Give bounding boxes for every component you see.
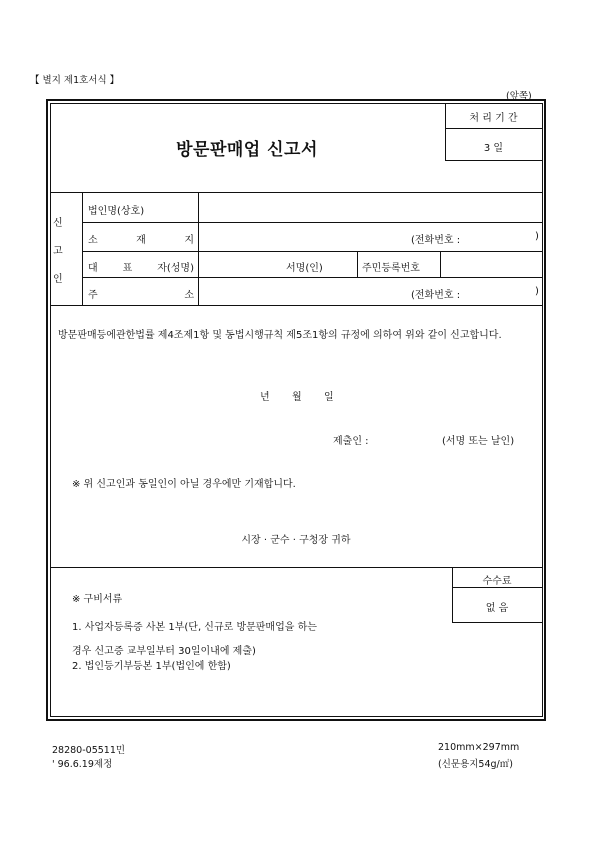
declaration-text: 방문판매등에관한법률 제4조제1항 및 동법시행규칙 제5조1항의 규정에 의하여 위와 같이 신고합니다. bbox=[58, 330, 502, 341]
form-code: 28280-05511민 bbox=[52, 745, 126, 756]
reporter-group-char-1: 신 bbox=[53, 218, 63, 229]
reporter-row-rule-2 bbox=[82, 251, 542, 252]
date-year-char: 년 bbox=[260, 392, 270, 403]
required-documents-heading: ※ 구비서류 bbox=[72, 594, 123, 605]
inner-border-right bbox=[542, 103, 543, 717]
enactment-date: ' 96.6.19제정 bbox=[52, 759, 113, 770]
paper-size: 210mm×297mm bbox=[438, 742, 520, 753]
form-number-tag: 【 별지 제1호서식 】 bbox=[30, 75, 120, 86]
resident-no-divider bbox=[440, 251, 441, 277]
address-label-char-1: 주 bbox=[88, 290, 98, 301]
reporter-table-top bbox=[50, 192, 542, 193]
processing-box-bottom bbox=[445, 160, 542, 161]
representative-label-char-2: 표 bbox=[122, 263, 133, 274]
reporter-label-divider bbox=[198, 192, 199, 305]
fee-box-rule bbox=[452, 587, 542, 588]
reporter-table-bottom bbox=[50, 305, 542, 306]
page-side-label: (앞쪽) bbox=[506, 91, 532, 102]
inner-border-left bbox=[50, 103, 51, 717]
signature-divider bbox=[357, 251, 358, 277]
processing-box-rule bbox=[445, 128, 542, 129]
date-day-char: 일 bbox=[324, 392, 334, 403]
inner-border-bottom bbox=[50, 716, 542, 717]
fee-label: 수수료 bbox=[482, 576, 512, 587]
reporter-note: ※ 위 신고인과 동일인이 아닐 경우에만 기재합니다. bbox=[72, 479, 296, 490]
form-title: 방문판매업 신고서 bbox=[176, 140, 318, 160]
required-document-1-line-2: 경우 신고증 교부일부터 30일이내에 제출) bbox=[72, 646, 256, 657]
reporter-group-char-2: 고 bbox=[53, 246, 63, 257]
processing-period-label: 처 리 기 간 bbox=[469, 113, 518, 124]
reporter-group-char-3: 인 bbox=[53, 274, 63, 285]
sign-or-seal-label: (서명 또는 날인) bbox=[442, 436, 515, 447]
representative-label bbox=[88, 259, 194, 274]
processing-period-value: 3 일 bbox=[483, 143, 504, 154]
reporter-row-rule-3 bbox=[82, 277, 542, 278]
signature-label: 서명(인) bbox=[286, 263, 323, 274]
addressee-line: 시장 · 군수 · 구청장 귀하 bbox=[241, 535, 351, 546]
location-phone-close: ) bbox=[535, 231, 539, 242]
paper-spec: (신문용지54g/㎡) bbox=[438, 759, 513, 770]
reporter-group-divider bbox=[82, 192, 83, 305]
representative-label-char-1: 대 bbox=[88, 263, 98, 274]
address-phone-label: (전화번호 : bbox=[411, 290, 461, 301]
reporter-row-rule-1 bbox=[82, 222, 542, 223]
address-phone-close: ) bbox=[535, 286, 539, 297]
inner-border-top bbox=[50, 103, 542, 104]
documents-section-top bbox=[50, 567, 542, 568]
location-label bbox=[88, 231, 194, 246]
fee-box-bottom bbox=[452, 622, 542, 623]
location-label-char-2: 재 bbox=[136, 235, 146, 246]
address-label bbox=[88, 286, 194, 301]
location-label-char-3: 지 bbox=[184, 235, 194, 246]
address-label-char-2: 소 bbox=[184, 290, 194, 301]
submitter-label: 제출인 : bbox=[333, 436, 369, 447]
fee-value: 없 음 bbox=[485, 603, 509, 614]
company-name-label: 법인명(상호) bbox=[88, 206, 145, 217]
location-phone-label: (전화번호 : bbox=[411, 235, 461, 246]
resident-number-label: 주민등록번호 bbox=[362, 263, 420, 274]
location-label-char-1: 소 bbox=[88, 235, 98, 246]
required-document-2: 2. 법인등기부등본 1부(법인에 한함) bbox=[72, 661, 231, 672]
date-month-char: 월 bbox=[292, 392, 302, 403]
representative-label-char-3: 자(성명) bbox=[157, 263, 194, 274]
required-document-1-line-1: 1. 사업자등록증 사본 1부(단, 신규로 방문판매업을 하는 bbox=[72, 622, 317, 633]
